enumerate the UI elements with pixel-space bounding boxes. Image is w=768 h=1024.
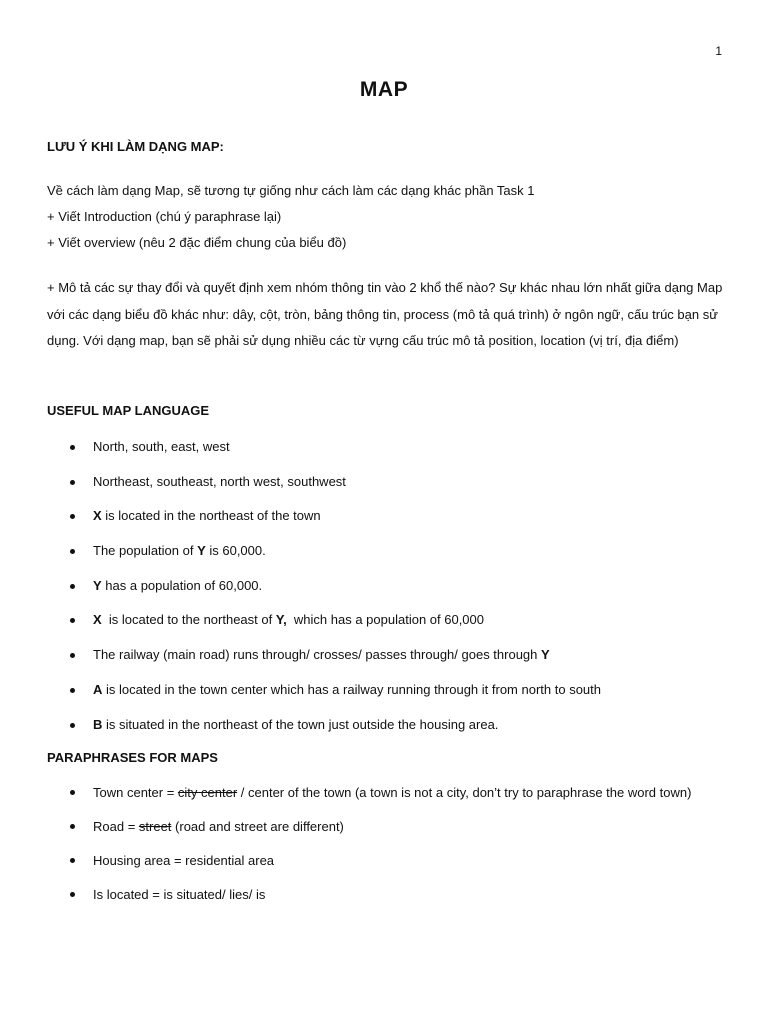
list-item xyxy=(47,437,727,472)
struck-text: city center xyxy=(177,785,238,800)
list-item-text: Northeast, southeast, north west, southwest xyxy=(93,473,346,489)
text-fragment: Road = xyxy=(93,819,139,834)
bold-x: X xyxy=(93,508,102,524)
intro-section xyxy=(47,178,727,256)
bold-y: Y xyxy=(541,647,550,663)
text-fragment: has a population of 60,000. xyxy=(101,577,263,593)
text-fragment: is situated in the northeast of the town just outside the housing area. xyxy=(102,716,499,732)
list-item-text xyxy=(93,576,727,596)
page-number: 1 xyxy=(715,44,722,58)
map-language-list xyxy=(47,437,727,749)
text-fragment: is located in the northeast of the town xyxy=(101,508,321,524)
intro-line-3: + Viết overview (nêu 2 đặc điểm chung của biểu đồ) xyxy=(47,235,347,250)
list-item xyxy=(47,472,727,507)
bold-x: X xyxy=(93,612,102,628)
list-item-text: Housing area = residential area xyxy=(93,853,275,868)
list-item-text: North, south, east, west xyxy=(93,439,230,454)
list-item-text xyxy=(93,541,727,561)
paraphrases-heading: PARAPHRASES FOR MAPS xyxy=(47,750,218,765)
list-item xyxy=(47,576,727,611)
struck-text: street xyxy=(138,819,172,834)
bold-y: Y xyxy=(93,577,102,593)
text-fragment: (road and street are different) xyxy=(171,819,344,834)
list-item xyxy=(47,813,727,840)
bold-y: Y xyxy=(197,543,206,559)
bold-b: B xyxy=(93,716,103,732)
list-item-text xyxy=(93,779,727,806)
intro-line-1: Về cách làm dạng Map, sẽ tương tự giống như cách làm các dạng khác phần Task 1 xyxy=(47,183,535,198)
list-item-text xyxy=(93,645,727,665)
text-fragment: The railway (main road) runs through/ crosses/ passes through/ goes through xyxy=(93,647,542,663)
body-paragraph: + Mô tả các sự thay đổi và quyết định xem nhóm thông tin vào 2 khổ thế nào? Sự khác nhau lớn nhất giữa dạng Map với các dạng biểu đồ khác như: dây, cột, tròn, bảng thông tin, process (mô tả quá trình) ở ngôn ngữ, cấu trúc bạn sử dụng. Với dạng map, bạn sẽ phải sử dụng nhiều các từ vựng cấu trúc mô tả position, location (vị trí, địa điểm) xyxy=(47,280,723,348)
document-title: MAP xyxy=(359,78,409,101)
list-item xyxy=(47,779,727,806)
text-fragment: / center of the town (a town is not a city, don’t try to paraphrase the word town) xyxy=(237,785,692,800)
list-item xyxy=(47,680,727,715)
text-fragment: Town center = xyxy=(93,785,178,800)
note-heading: LƯU Ý KHI LÀM DẠNG MAP: xyxy=(47,139,224,154)
text-fragment: The population of xyxy=(93,543,198,559)
map-language-heading: USEFUL MAP LANGUAGE xyxy=(47,403,210,418)
list-item-text xyxy=(93,715,727,735)
paraphrases-list xyxy=(47,779,727,908)
text-fragment: which has a population of 60,000 xyxy=(286,612,484,628)
list-item-text xyxy=(93,680,727,700)
bold-y: Y, xyxy=(275,612,287,628)
list-item-text xyxy=(93,610,727,630)
list-item xyxy=(47,715,727,750)
list-item xyxy=(47,610,727,645)
text-fragment: is 60,000. xyxy=(205,543,266,559)
list-item-text xyxy=(93,813,727,840)
intro-line-2: + Viết Introduction (chú ý paraphrase lại) xyxy=(47,209,282,224)
list-item-text: Is located = is situated/ lies/ is xyxy=(93,887,266,902)
list-item xyxy=(47,881,727,908)
text-fragment: is located in the town center which has a railway running through it from north to south xyxy=(102,681,601,697)
list-item xyxy=(47,506,727,541)
list-item xyxy=(47,541,727,576)
list-item xyxy=(47,847,727,874)
text-fragment: is located to the northeast of xyxy=(101,612,276,628)
bold-a: A xyxy=(93,681,103,697)
list-item xyxy=(47,645,727,680)
list-item-text xyxy=(93,506,727,526)
